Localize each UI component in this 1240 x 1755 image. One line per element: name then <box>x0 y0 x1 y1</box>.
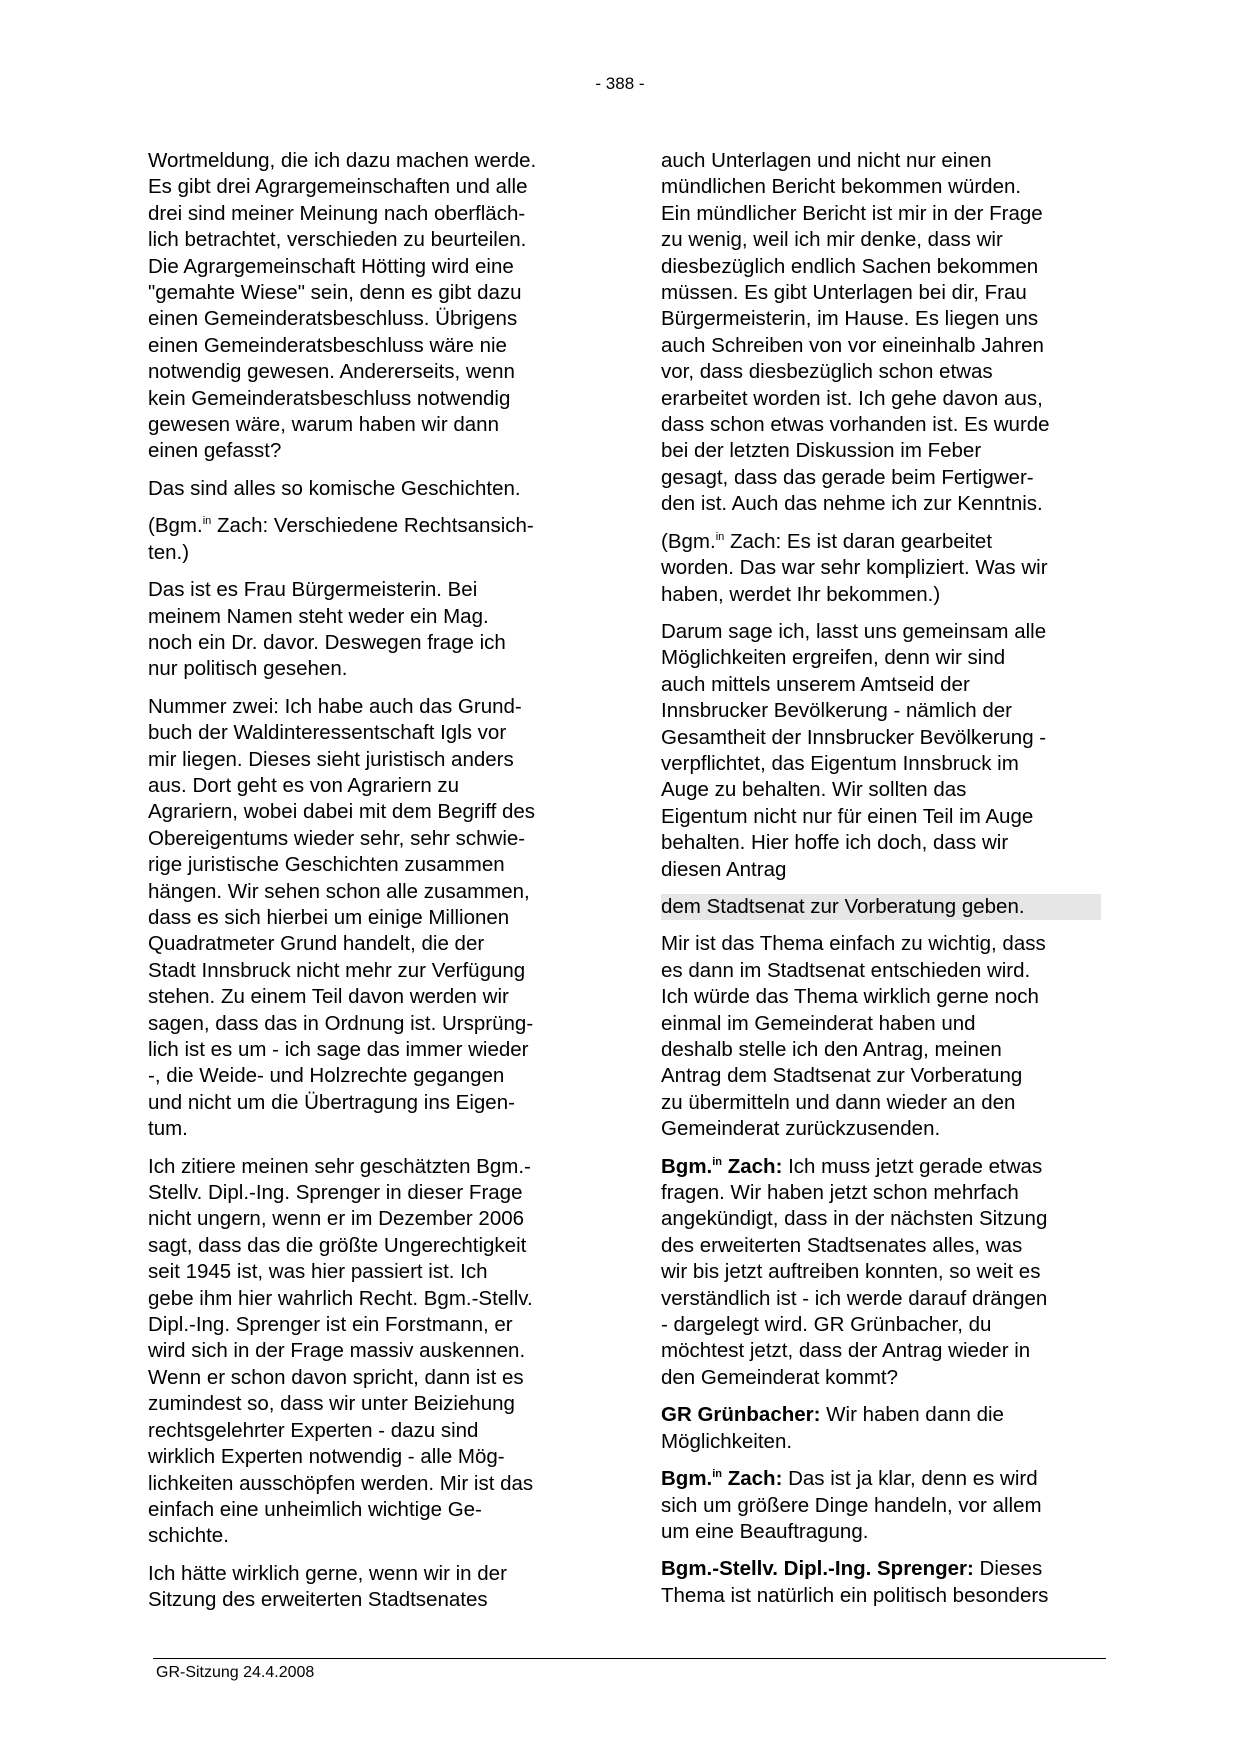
paragraph-line: Stadt Innsbruck nicht mehr zur Verfügung <box>148 958 526 982</box>
paragraph-line: diesen Antrag <box>661 857 787 881</box>
left-column <box>148 148 593 1625</box>
paragraph-line: Darum sage ich, lasst uns gemeinsam alle <box>661 619 1047 643</box>
paragraph-line: den ist. Auch das nehme ich zur Kenntnis. <box>661 492 1043 516</box>
paragraph-line: hängen. Wir sehen schon alle zusammen, <box>148 879 530 903</box>
paragraph-line: einen gefasst? <box>148 439 282 463</box>
paragraph-line: lichkeiten ausschöpfen werden. Mir ist das <box>148 1471 534 1495</box>
speaker-paragraph <box>661 1402 1106 1455</box>
paragraph-line: vor, dass diesbezüglich schon etwas <box>661 360 993 384</box>
paragraph-line: auch Unterlagen und nicht nur einen <box>661 149 992 172</box>
superscript-in: in <box>712 1155 723 1168</box>
paragraph-line: einfach eine unheimlich wichtige Ge- <box>148 1497 482 1521</box>
paragraph-line: behalten. Hier hoffe ich doch, dass wir <box>661 831 1009 855</box>
paragraph-line: aus. Dort geht es von Agrariern zu <box>148 773 460 797</box>
page-number: - 388 - <box>595 74 645 93</box>
speaker-name <box>661 1155 782 1178</box>
paragraph-line: möchtest jetzt, dass der Antrag wieder in <box>661 1339 1031 1363</box>
paragraph-line: auch mittels unserem Amtseid der <box>661 672 970 696</box>
paragraph-line: tum. <box>148 1117 188 1141</box>
paragraph-line: notwendig gewesen. Andererseits, wenn <box>148 360 515 384</box>
paragraph-line: mündlichen Bericht bekommen würden. <box>661 175 1022 199</box>
paragraph-line: Möglichkeiten ergreifen, denn wir sind <box>661 646 1006 670</box>
paragraph-line: Auge zu behalten. Wir sollten das <box>661 778 967 802</box>
interjection-prefix: (Bgm. <box>148 514 203 538</box>
superscript-in: in <box>712 1468 723 1481</box>
paragraph <box>661 931 1106 1142</box>
paragraph-line: verständlich ist - ich werde darauf drängen <box>661 1286 1048 1310</box>
paragraph-line: "gemahte Wiese" sein, denn es gibt dazu <box>148 281 522 305</box>
interjection-paragraph <box>661 529 1106 608</box>
speaker-text: Ich muss jetzt gerade etwas <box>782 1154 1043 1178</box>
paragraph-line: dem Stadtsenat zur Vorberatung geben. <box>661 894 1025 918</box>
paragraph-line: einmal im Gemeinderat haben und <box>661 1011 976 1035</box>
paragraph-line: Die Agrargemeinschaft Hötting wird eine <box>148 254 514 278</box>
paragraph-line: Ich zitiere meinen sehr geschätzten Bgm.- <box>148 1154 531 1178</box>
paragraph-line: deshalb stelle ich den Antrag, meinen <box>661 1038 1002 1061</box>
paragraph-line: Das ist es Frau Bürgermeisterin. Bei <box>148 578 478 602</box>
speaker-prefix: Bgm.-Stellv. Dipl.-Ing. Sprenger: <box>661 1557 974 1581</box>
paragraph-line: nicht ungern, wenn er im Dezember 2006 <box>148 1207 525 1231</box>
interjection-paragraph <box>148 513 593 566</box>
paragraph-line: seit 1945 ist, was hier passiert ist. Ich <box>148 1260 488 1284</box>
paragraph-line: Mir ist das Thema einfach zu wichtig, dass <box>661 932 1046 956</box>
paragraph-line: kein Gemeinderatsbeschluss notwendig <box>148 386 511 410</box>
speaker-suffix: Zach: <box>722 1467 783 1491</box>
paragraph-line: Wortmeldung, die ich dazu machen werde. <box>148 149 537 172</box>
speaker-prefix: GR Grünbacher: <box>661 1403 821 1427</box>
interjection-prefix: (Bgm. <box>661 529 716 553</box>
paragraph <box>148 476 593 502</box>
paragraph-line: sagt, dass das die größte Ungerechtigkeit <box>148 1233 527 1257</box>
paragraph-line: Stellv. Dipl.-Ing. Sprenger in dieser Frage <box>148 1181 523 1205</box>
paragraph-line <box>661 1556 1106 1582</box>
paragraph-line: es dann im Stadtsenat entschieden wird. <box>661 958 1031 982</box>
paragraph-line: lich betrachtet, verschieden zu beurteilen. <box>148 228 527 252</box>
paragraph-line: Wenn er schon davon spricht, dann ist es <box>148 1365 524 1389</box>
paragraph-line: Nummer zwei: Ich habe auch das Grund- <box>148 694 522 718</box>
paragraph-line: Ich hätte wirklich gerne, wenn wir in der <box>148 1561 507 1585</box>
speaker-name <box>661 1403 820 1426</box>
paragraph-line: erarbeitet worden ist. Ich gehe davon aus, <box>661 386 1043 410</box>
paragraph-line <box>661 1402 1106 1428</box>
superscript-in: in <box>715 530 725 543</box>
paragraph-line: einen Gemeinderatsbeschluss. Übrigens <box>148 307 518 331</box>
paragraph-line: Gemeinderat zurückzusenden. <box>661 1117 941 1141</box>
paragraph-line: zu wenig, weil ich mir denke, dass wir <box>661 228 1003 252</box>
paragraph-line: haben, werdet Ihr bekommen.) <box>661 582 941 606</box>
paragraph-line: wir bis jetzt auftreiben konnten, so weit es <box>661 1260 1041 1284</box>
paragraph-line: Thema ist natürlich ein politisch besonders <box>661 1583 1049 1607</box>
paragraph-line: diesbezüglich endlich Sachen bekommen <box>661 254 1039 278</box>
footer-divider <box>153 1658 1106 1659</box>
paragraph-line: Obereigentums wieder sehr, sehr schwie- <box>148 826 526 850</box>
paragraph-line: auch Schreiben von vor eineinhalb Jahren <box>661 333 1044 357</box>
paragraph-line: verpflichtet, das Eigentum Innsbruck im <box>661 751 1019 775</box>
paragraph-line: drei sind meiner Meinung nach oberfläch- <box>148 201 526 225</box>
paragraph-line: zu übermitteln und dann wieder an den <box>661 1090 1016 1114</box>
paragraph <box>661 894 1101 920</box>
paragraph-line: ten.) <box>148 540 190 564</box>
paragraph-line: -, die Weide- und Holzrechte gegangen <box>148 1064 505 1088</box>
paragraph-line: Möglichkeiten. <box>661 1429 793 1453</box>
paragraph-line: stehen. Zu einem Teil davon werden wir <box>148 985 509 1009</box>
paragraph-line: Ein mündlicher Bericht ist mir in der Frage <box>661 201 1043 225</box>
paragraph-line: wird sich in der Frage massiv auskennen. <box>148 1339 526 1363</box>
paragraph-line: gewesen wäre, warum haben wir dann <box>148 413 499 437</box>
paragraph-line: den Gemeinderat kommt? <box>661 1365 899 1389</box>
paragraph <box>148 577 593 683</box>
paragraph-line: sagen, dass das in Ordnung ist. Ursprüng- <box>148 1011 534 1035</box>
paragraph-line: noch ein Dr. davor. Deswegen frage ich <box>148 630 506 654</box>
paragraph <box>148 148 593 465</box>
speaker-prefix: Bgm. <box>661 1154 713 1178</box>
paragraph-line: des erweiterten Stadtsenates alles, was <box>661 1233 1023 1257</box>
speaker-text: Das ist ja klar, denn es wird <box>782 1467 1038 1491</box>
paragraph-line: Innsbrucker Bevölkerung - nämlich der <box>661 699 1012 723</box>
right-column <box>661 148 1106 1620</box>
paragraph <box>661 619 1106 883</box>
paragraph-line: nur politisch gesehen. <box>148 657 348 681</box>
paragraph-line: Das sind alles so komische Geschichten. <box>148 476 521 500</box>
paragraph <box>148 694 593 1143</box>
paragraph-line: und nicht um die Übertragung ins Eigen- <box>148 1090 515 1114</box>
footer-text: GR-Sitzung 24.4.2008 <box>156 1664 315 1681</box>
paragraph-line: gebe ihm hier wahrlich Recht. Bgm.-Stellv. <box>148 1286 533 1310</box>
paragraph-line <box>148 513 593 539</box>
paragraph-line: um eine Beauftragung. <box>661 1519 869 1543</box>
paragraph-line: einen Gemeinderatsbeschluss wäre nie <box>148 333 507 357</box>
paragraph <box>661 148 1106 518</box>
paragraph-line: buch der Waldinteressentschaft Igls vor <box>148 721 507 745</box>
paragraph <box>148 1154 593 1550</box>
speaker-prefix: Bgm. <box>661 1467 713 1491</box>
paragraph-line: schichte. <box>148 1524 229 1548</box>
paragraph-line: Quadratmeter Grund handelt, die der <box>148 932 485 956</box>
paragraph-line: Sitzung des erweiterten Stadtsenates <box>148 1588 488 1612</box>
speaker-paragraph <box>661 1154 1106 1392</box>
paragraph-line: Antrag dem Stadtsenat zur Vorberatung <box>661 1064 1023 1088</box>
paragraph-line: mir liegen. Dieses sieht juristisch anders <box>148 747 514 771</box>
paragraph-line: Eigentum nicht nur für einen Teil im Auge <box>661 804 1034 828</box>
paragraph-line: worden. Das war sehr kompliziert. Was wir <box>661 556 1048 580</box>
paragraph-line: müssen. Es gibt Unterlagen bei dir, Frau <box>661 281 1027 305</box>
paragraph-line: rige juristische Geschichten zusammen <box>148 853 505 877</box>
paragraph-line: wirklich Experten notwendig - alle Mög- <box>148 1445 505 1469</box>
interjection-text: Zach: Es ist daran gearbeitet <box>724 529 993 553</box>
paragraph-line: Es gibt drei Agrargemeinschaften und alle <box>148 175 528 199</box>
paragraph-line: rechtsgelehrter Experten - dazu sind <box>148 1418 479 1442</box>
paragraph-line <box>661 529 1106 555</box>
paragraph-line: fragen. Wir haben jetzt schon mehrfach <box>661 1181 1019 1205</box>
paragraph-line: dass schon etwas vorhanden ist. Es wurde <box>661 413 1050 437</box>
paragraph-line: Ich würde das Thema wirklich gerne noch <box>661 985 1039 1009</box>
superscript-in: in <box>202 515 212 528</box>
paragraph-line: dass es sich hierbei um einige Millionen <box>148 905 510 929</box>
paragraph-line: bei der letzten Diskussion im Feber <box>661 439 982 463</box>
paragraph <box>148 1561 593 1614</box>
speaker-name <box>661 1467 782 1490</box>
speaker-text: Wir haben dann die <box>820 1403 1004 1427</box>
paragraph-line: Dipl.-Ing. Sprenger ist ein Forstmann, er <box>148 1313 513 1337</box>
paragraph-line <box>661 1154 1106 1180</box>
paragraph-line: Agrariern, wobei dabei mit dem Begriff des <box>148 800 536 824</box>
paragraph-line: gesagt, dass das gerade beim Fertigwer- <box>661 465 1034 489</box>
speaker-paragraph <box>661 1556 1106 1609</box>
paragraph-line: Bürgermeisterin, im Hause. Es liegen uns <box>661 307 1039 331</box>
paragraph-line: zumindest so, dass wir unter Beiziehung <box>148 1392 515 1416</box>
paragraph-line: lich ist es um - ich sage das immer wieder <box>148 1038 529 1061</box>
paragraph-line: meinem Namen steht weder ein Mag. <box>148 604 489 628</box>
paragraph-line: angekündigt, dass in der nächsten Sitzung <box>661 1207 1048 1231</box>
interjection-text: Zach: Verschiedene Rechtsansich- <box>211 514 534 538</box>
paragraph-line: Gesamtheit der Innsbrucker Bevölkerung - <box>661 725 1047 749</box>
paragraph-line <box>661 1466 1106 1492</box>
paragraph-line: sich um größere Dinge handeln, vor allem <box>661 1493 1042 1517</box>
paragraph-line: - dargelegt wird. GR Grünbacher, du <box>661 1313 992 1337</box>
speaker-suffix: Zach: <box>722 1154 783 1178</box>
speaker-name <box>661 1557 974 1580</box>
speaker-paragraph <box>661 1466 1106 1545</box>
speaker-text: Dieses <box>973 1557 1043 1581</box>
